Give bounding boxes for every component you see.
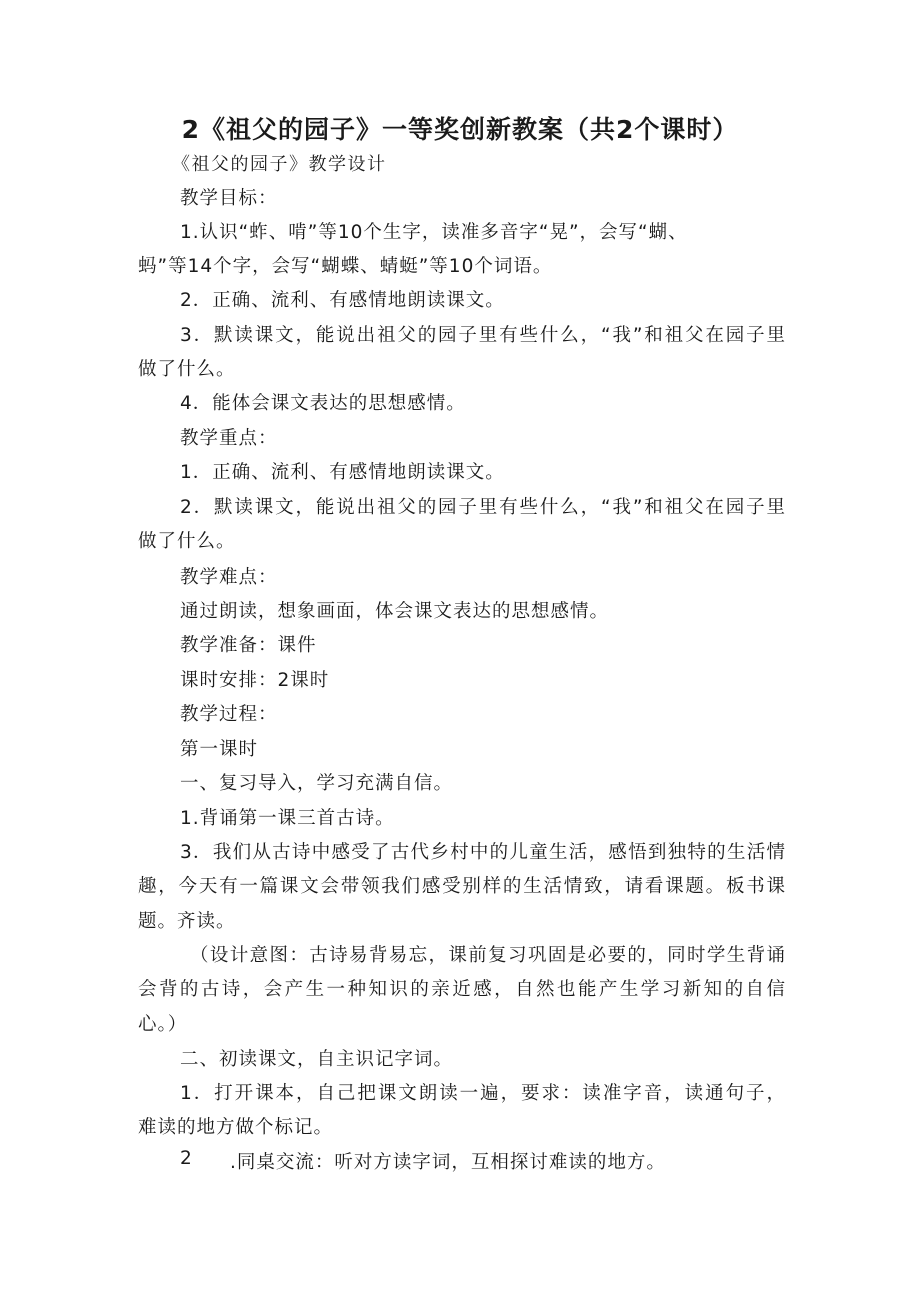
design-intent-line-1: （设计意图：古诗易背易忘，课前复习巩固是必要的，同时学生背诵: [190, 945, 786, 966]
part-1-item-1: 1.背诵第一课三首古诗。: [180, 808, 395, 829]
part-2-item-1-line-1: 1．打开课本，自己把课文朗读一遍，要求：读准字音，读通句子，: [180, 1083, 786, 1104]
part-2-item-2-number: 2: [180, 1148, 193, 1169]
preparation: 教学准备：课件: [180, 635, 317, 656]
key-point-2-line-2: 做了什么。: [138, 531, 236, 552]
difficulty-heading: 教学难点：: [180, 567, 278, 588]
key-point-2-line-1: 2．默读课文，能说出祖父的园子里有些什么，“我”和祖父在园子里: [180, 497, 786, 518]
lesson-1-heading: 第一课时: [180, 739, 259, 760]
process-heading: 教学过程：: [180, 704, 278, 725]
part-1-item-3-line-2: 趣，今天有一篇课文会带领我们感受别样的生活情致，请看课题。板书课: [138, 876, 786, 897]
part-2-item-1-line-2: 难读的地方做个标记。: [138, 1117, 334, 1138]
objective-3-line-2: 做了什么。: [138, 359, 236, 380]
design-intent-line-2: 会背的古诗，会产生一种知识的亲近感，自然也能产生学习新知的自信: [138, 979, 786, 1000]
part-2-item-2-text: .同桌交流：听对方读字词，互相探讨难读的地方。: [230, 1152, 666, 1173]
difficulty-text: 通过朗读，想象画面，体会课文表达的思想感情。: [180, 601, 610, 622]
key-points-heading: 教学重点：: [180, 428, 278, 449]
objective-4: 4．能体会课文表达的思想感情。: [180, 393, 466, 414]
schedule: 课时安排：2课时: [180, 670, 330, 691]
objective-2: 2．正确、流利、有感情地朗读课文。: [180, 290, 505, 311]
part-1-heading: 一、复习导入，学习充满自信。: [180, 773, 454, 794]
objective-1-line-1: 1.认识“蚱、啃”等10个生字，读准多音字“晃”，会写“蝴、: [180, 222, 688, 243]
objective-3-line-1: 3．默读课文，能说出祖父的园子里有些什么，“我”和祖父在园子里: [180, 325, 786, 346]
document-title: 2《祖父的园子》一等奖创新教案（共2个课时）: [181, 115, 739, 144]
document-subtitle: 《祖父的园子》教学设计: [172, 154, 387, 175]
part-1-item-3-line-1: 3．我们从古诗中感受了古代乡村中的儿童生活，感悟到独特的生活情: [180, 842, 786, 863]
objectives-heading: 教学目标：: [180, 188, 278, 209]
design-intent-line-3: 心。）: [138, 1014, 188, 1035]
part-1-item-3-line-3: 题。齐读。: [138, 911, 236, 932]
objective-1-line-2: 蚂”等14个字，会写“蝴蝶、蜻蜓”等10个词语。: [138, 256, 553, 277]
part-2-heading: 二、初读课文，自主识记字词。: [180, 1049, 454, 1070]
key-point-1: 1．正确、流利、有感情地朗读课文。: [180, 462, 505, 483]
